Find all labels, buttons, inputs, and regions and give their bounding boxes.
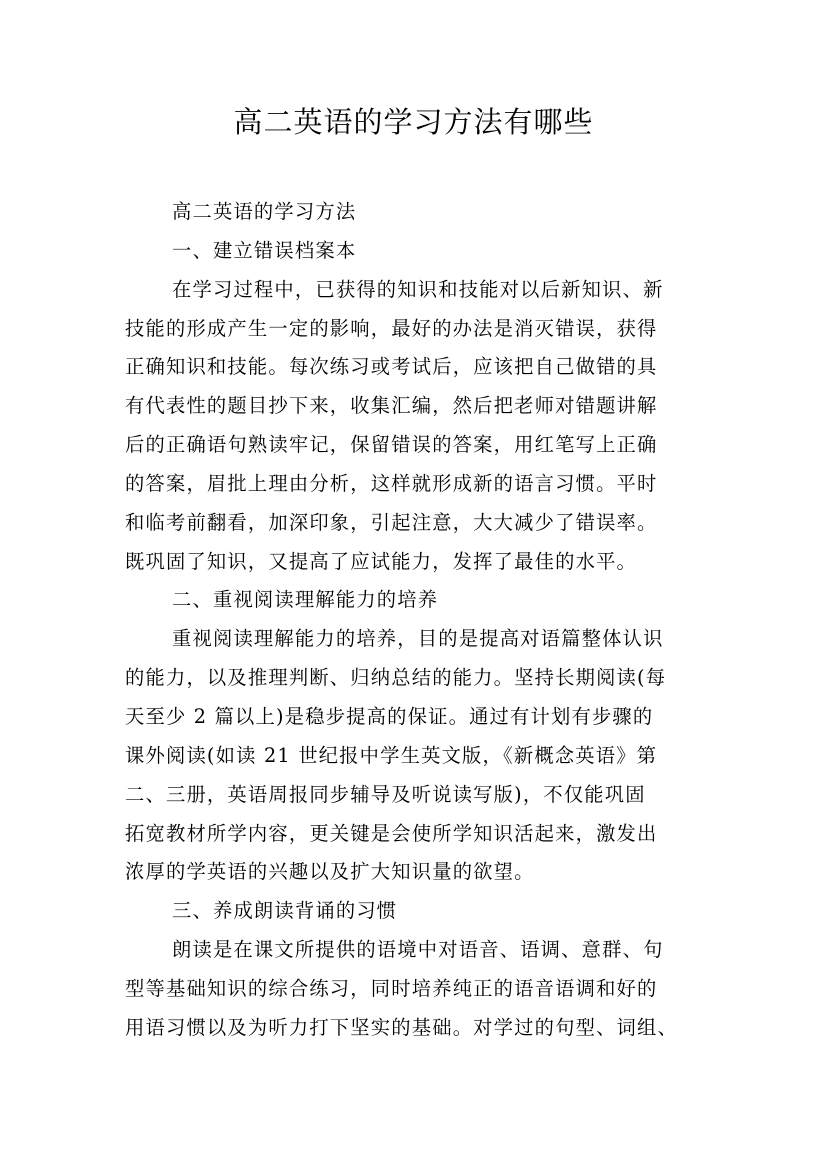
document-body [125, 193, 710, 1048]
paragraph-line: 朗读是在课文所提供的语境中对语音、语调、意群、句 [172, 938, 664, 962]
section-heading: 高二英语的学习方法 [172, 200, 357, 223]
paragraph-line: 正确知识和技能。每次练习或考试后，应该把自己做错的具 [125, 355, 658, 379]
paragraph-line: 后的正确语句熟读牢记，保留错误的答案，用红笔写上正确 [125, 433, 658, 457]
paragraph-line: 有代表性的题目抄下来，收集汇编，然后把老师对错题讲解 [125, 394, 658, 418]
paragraph-line: 在学习过程中，已获得的知识和技能对以后新知识、新 [172, 277, 664, 301]
subsection-heading: 三、养成朗读背诵的习惯 [172, 899, 398, 923]
paragraph-line: 拓宽教材所学内容，更关键是会使所学知识活起来，激发出 [125, 821, 658, 845]
paragraph-line: 用语习惯以及为听力打下坚实的基础。对学过的句型、词组、 [125, 1015, 678, 1039]
subsection-heading: 二、重视阅读理解能力的培养 [172, 588, 439, 612]
subsection-heading: 一、建立错误档案本 [172, 238, 357, 262]
paragraph-line: 的能力，以及推理判断、归纳总结的能力。坚持长期阅读(每 [125, 666, 667, 690]
paragraph-line: 课外阅读(如读 21 世纪报中学生英文版，《新概念英语》第 [125, 743, 658, 767]
paragraph-line: 浓厚的学英语的兴趣以及扩大知识量的欲望。 [125, 860, 535, 884]
paragraph-line: 的答案，眉批上理由分析，这样就形成新的语言习惯。平时 [125, 471, 658, 495]
paragraph-line: 型等基础知识的综合练习，同时培养纯正的语音语调和好的 [125, 976, 658, 1000]
paragraph-line: 和临考前翻看，加深印象，引起注意，大大减少了错误率。 [125, 510, 658, 534]
paragraph-line: 既巩固了知识，又提高了应试能力，发挥了最佳的水平。 [125, 549, 638, 573]
paragraph-line: 天至少 2 篇以上)是稳步提高的保证。通过有计划有步骤的 [125, 704, 654, 728]
document-title: 高二英语的学习方法有哪些 [233, 105, 594, 139]
paragraph-line: 重视阅读理解能力的培养，目的是提高对语篇整体认识 [172, 627, 664, 651]
paragraph-line: 技能的形成产生一定的影响，最好的办法是消灭错误，获得 [125, 316, 658, 340]
paragraph-line: 二、三册，英语周报同步辅导及听说读写版)，不仅能巩固 [125, 782, 646, 806]
